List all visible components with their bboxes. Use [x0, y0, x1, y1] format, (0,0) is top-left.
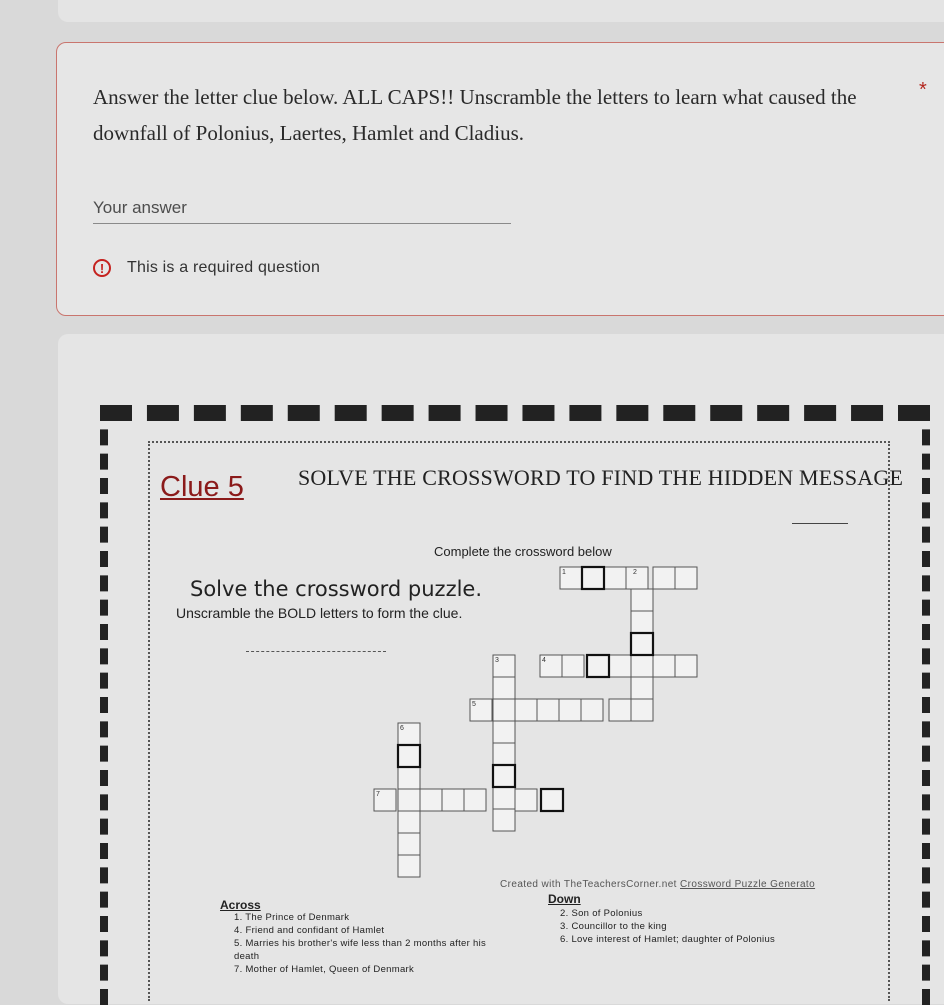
- down-clue: 2. Son of Polonius: [560, 908, 643, 919]
- across-clue: 5. Marries his brother's wife less than 2 months after his: [234, 938, 487, 949]
- error-text: This is a required question: [127, 259, 321, 276]
- question-card: [56, 42, 944, 316]
- grid-number: 2: [633, 569, 637, 576]
- across-clue: 1. The Prince of Denmark: [234, 912, 350, 923]
- error-icon: !: [93, 259, 111, 277]
- down-clue: 6. Love interest of Hamlet; daughter of Polonius: [560, 934, 776, 945]
- instruction-sub: Unscramble the BOLD letters to form the clue.: [176, 605, 463, 621]
- down-clue: 3. Councillor to the king: [560, 921, 667, 932]
- error-message: [93, 255, 320, 281]
- grid-number: 1: [562, 569, 566, 576]
- generator-link: Crossword Puzzle Generato: [680, 879, 816, 890]
- grid-number: 7: [376, 791, 380, 798]
- across-clue: 4. Friend and confidant of Hamlet: [234, 925, 385, 936]
- instruction-main: Solve the crossword puzzle.: [190, 577, 483, 601]
- across-clue: death: [234, 951, 260, 962]
- grid-number: 6: [400, 725, 404, 732]
- required-asterisk: *: [919, 79, 927, 101]
- crossword-worksheet-image: [100, 405, 940, 995]
- grid-number: 5: [472, 701, 476, 708]
- grid-number: 3: [495, 657, 499, 664]
- crossword-grid: [100, 405, 940, 885]
- grid-heading: Complete the crossword below: [434, 544, 612, 559]
- clue-label: Clue 5: [160, 471, 244, 503]
- worksheet-title: SOLVE THE CROSSWORD TO FIND THE HIDDEN MESSAGE: [298, 465, 904, 490]
- question-title: Answer the letter clue below. ALL CAPS!! Unscramble the letters to learn what caused the downfall of Polonius, Laertes, Hamlet and Cladius.: [93, 85, 857, 145]
- across-heading: Across: [220, 898, 261, 912]
- across-clue: 7. Mother of Hamlet, Queen of Denmark: [234, 964, 415, 975]
- grid-number: 4: [542, 657, 546, 664]
- previous-question-card: [58, 0, 944, 22]
- answer-input[interactable]: [93, 193, 511, 224]
- down-heading: Down: [548, 892, 581, 906]
- created-with-credit: Created with TheTeachersCorner.net Crossword Puzzle Generato: [500, 879, 816, 890]
